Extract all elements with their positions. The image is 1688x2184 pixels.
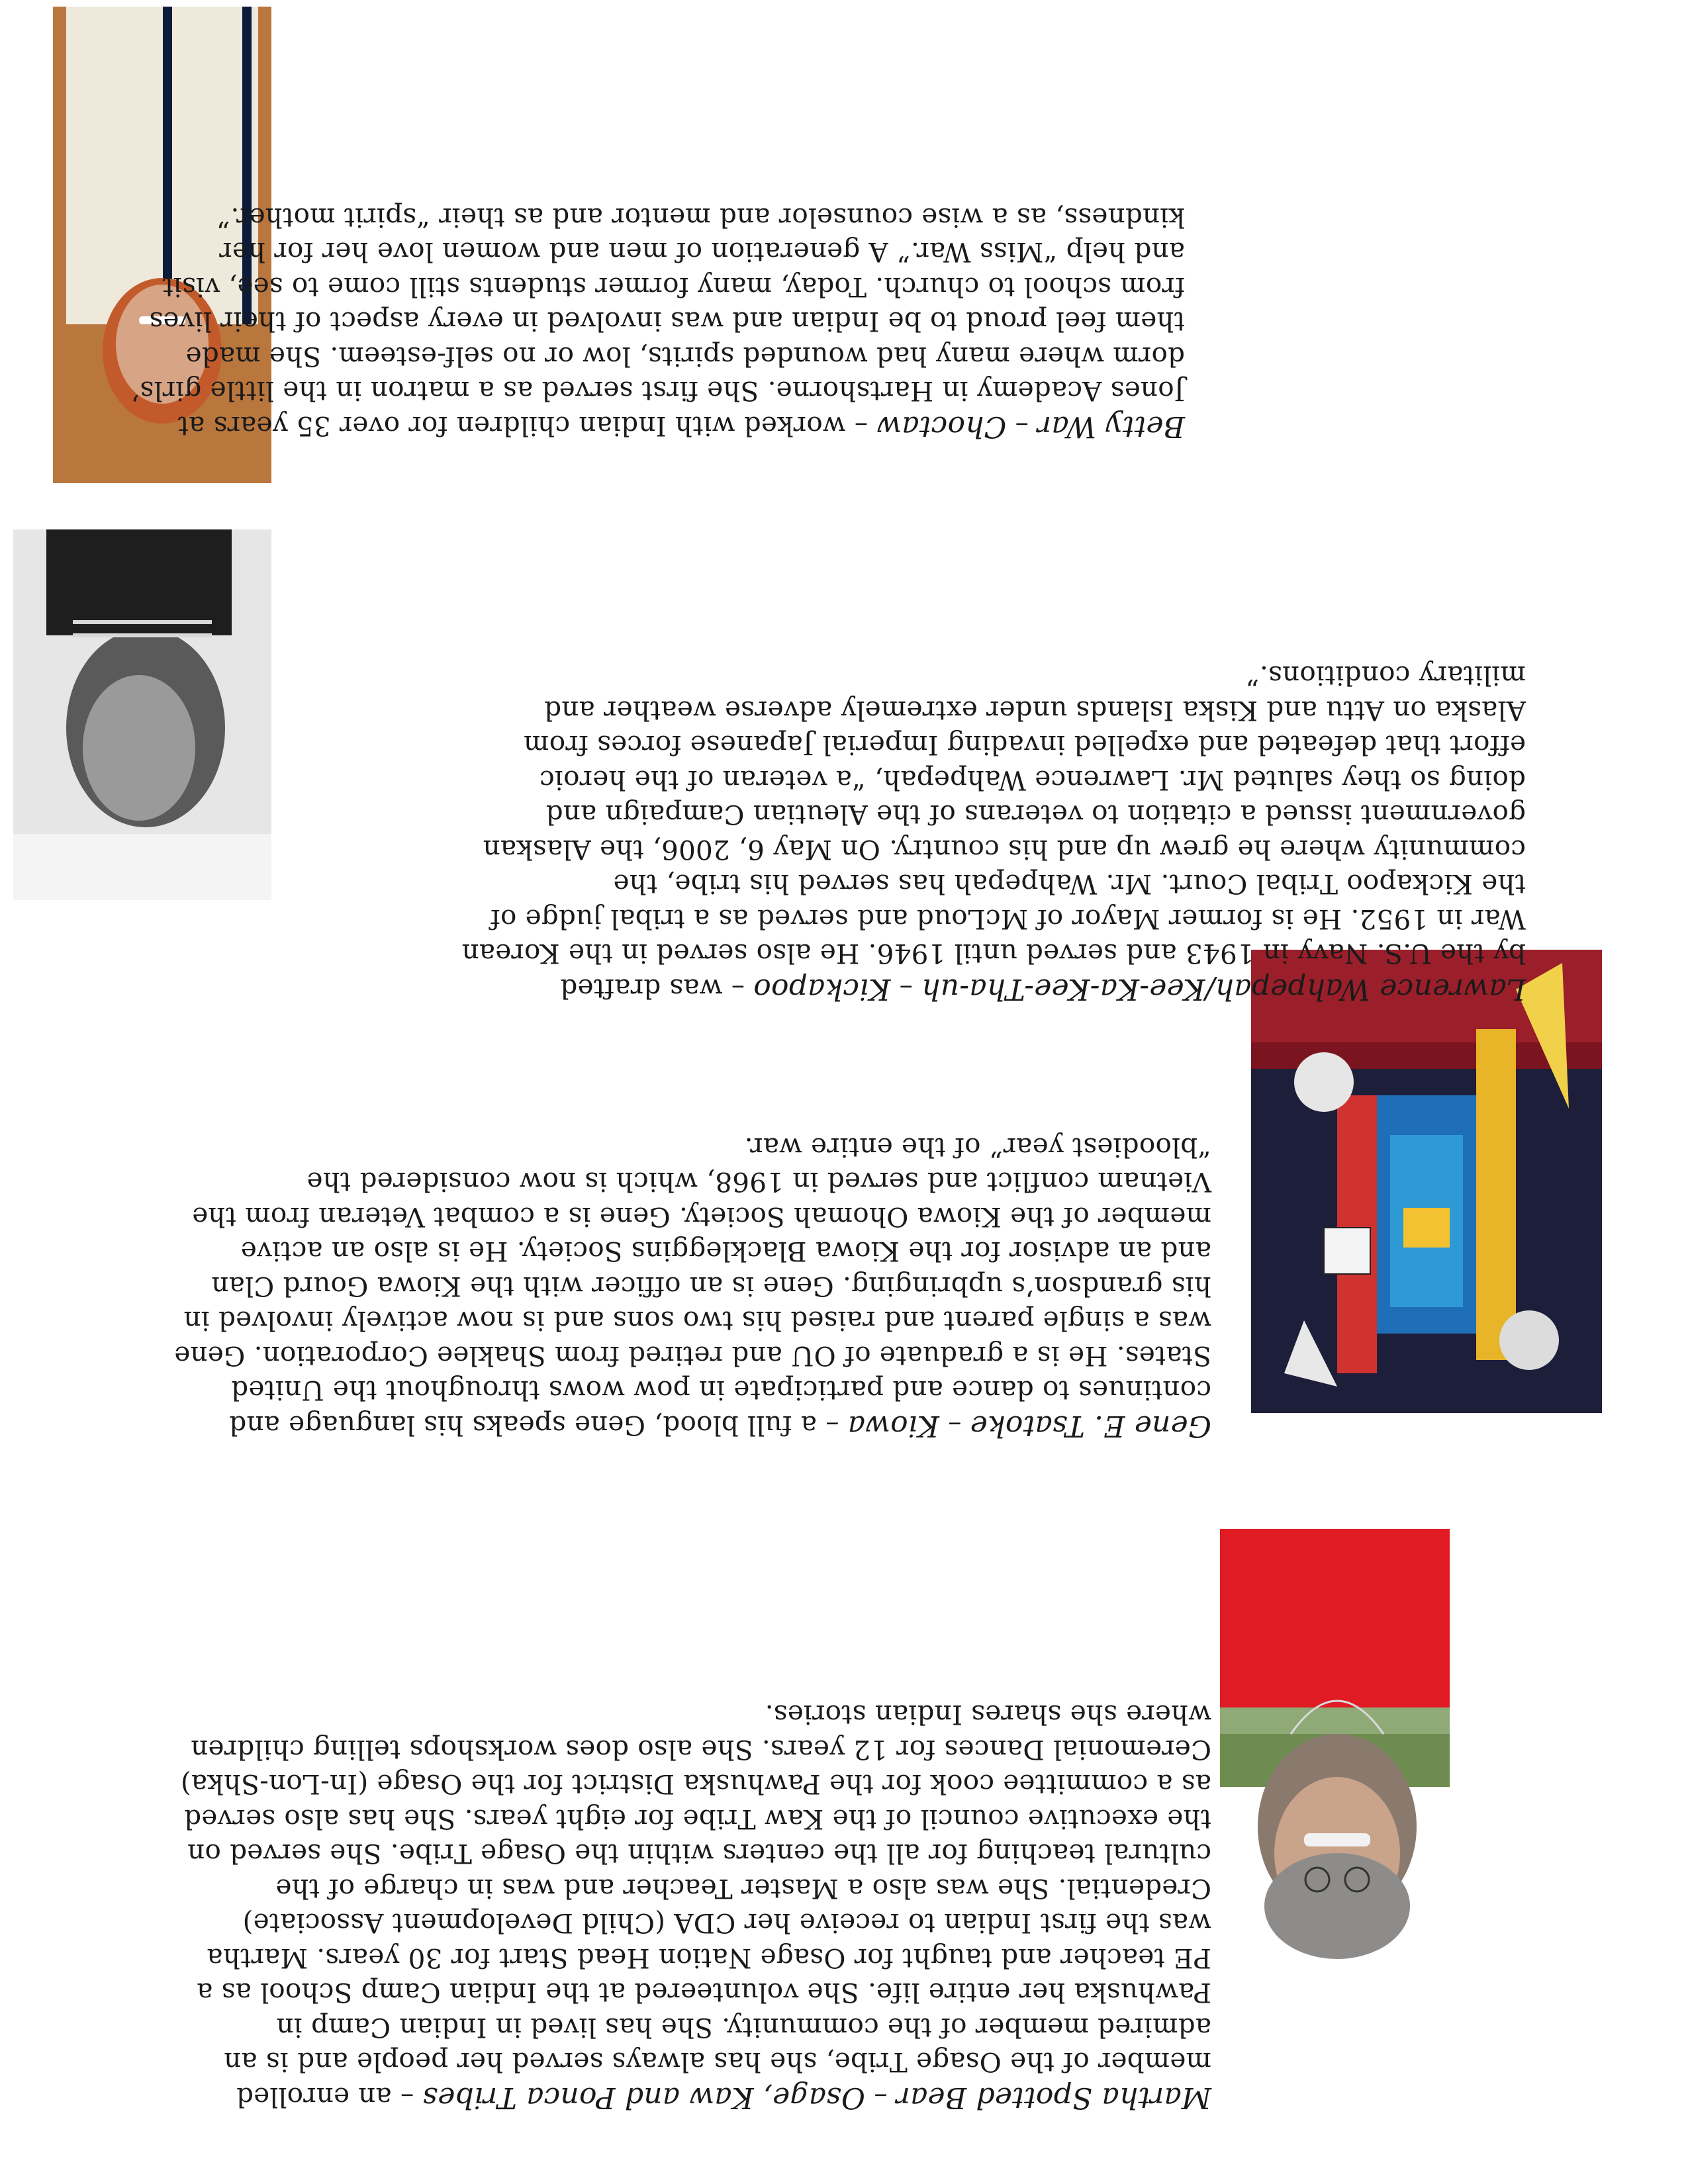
bio-martha-spotted-bear bbox=[60, 1698, 1211, 2115]
bio-line: military conditions.” bbox=[1245, 660, 1526, 692]
bio-intro: was drafted bbox=[560, 973, 723, 1005]
bio-lawrence-wahpepah bbox=[301, 659, 1526, 1006]
bio-line: “bloodiest year” of the entire war. bbox=[744, 1132, 1211, 1163]
separator: – bbox=[854, 410, 868, 442]
bio-heading bbox=[60, 2080, 1211, 2115]
bio-line: as a committee cook for the Pawhuska District for the Osage (In-Lon-Shka) bbox=[180, 1768, 1211, 1801]
bio-intro: worked with Indian children for over 35 years at bbox=[177, 410, 846, 442]
bio-line: Vietnam conflict and served in 1968, which is now considered the bbox=[306, 1166, 1211, 1199]
bio-line: States. He is a graduate of OU and retired from Shaklee Corporation. Gene bbox=[174, 1340, 1211, 1372]
bio-line: cultural teaching for all the centers within the Osage Tribe. She served on bbox=[187, 1838, 1211, 1870]
bio-line: government issued a citation to veterans of the Aleutian Campaign and bbox=[545, 799, 1526, 831]
bio-line: Jones Academy in Hartshorne. She first served as a matron in the little girls’ bbox=[131, 375, 1185, 408]
photo-lawrence-wahpepah bbox=[13, 529, 271, 1006]
bio-line: Alaska on Attu and Kiska Islands under extremely adverse weather and bbox=[544, 695, 1526, 727]
bio-heading bbox=[13, 409, 1185, 444]
bio-line: Pawhuska her entire life. She volunteered at the Indian Camp School as a bbox=[197, 1977, 1211, 2009]
bio-line: member of the Kiowa Ohomah Society. Gene is a combat Veteran from the bbox=[192, 1201, 1211, 1233]
bio-line: continues to dance and participate in pow wows throughout the United bbox=[231, 1375, 1211, 1407]
bio-name: Lawrence Wahpepah/Kee-Ka-Kee-Tha-uh bbox=[921, 972, 1526, 1006]
bio-line: admired member of the community. She has lived in Indian Camp in bbox=[276, 2012, 1211, 2044]
bio-line: PE teacher and taught for Osage Nation Head Start for 30 years. Martha bbox=[207, 1942, 1211, 1974]
bio-tribe: Choctaw bbox=[876, 410, 1007, 443]
bio-line: kindness, as a wise counselor and mentor and as their “spirit mother.” bbox=[216, 202, 1185, 234]
separator: – bbox=[825, 1410, 839, 1441]
separator: – bbox=[1015, 410, 1029, 442]
bio-betty-war bbox=[13, 201, 1185, 444]
photo-gene-tsatoke bbox=[1251, 950, 1602, 1413]
bio-line: the executive council of the Kaw Tribe for eight years. She has also served bbox=[183, 1803, 1211, 1835]
separator: – bbox=[400, 2081, 414, 2113]
bio-intro: an enrolled bbox=[236, 2081, 392, 2113]
bio-line: doing so they saluted Mr. Lawrence Wahpepah, “a veteran of the heroic bbox=[539, 764, 1526, 796]
bio-tribe: Osage, Kaw and Ponca Tribes bbox=[422, 2081, 866, 2115]
bio-line: Ceremonial Dances for 12 years. She also does workshops telling children bbox=[191, 1734, 1211, 1766]
bio-line: them feel proud to be Indian and was involved in every aspect of their lives bbox=[149, 306, 1185, 338]
bio-line: where she shares Indian stories. bbox=[765, 1699, 1211, 1731]
bio-line: by the U.S. Navy in 1943 and served until 1946. He also served in the Korean bbox=[461, 938, 1526, 970]
bio-name: Betty War bbox=[1037, 410, 1185, 443]
bio-line: the Kickapoo Tribal Court. Mr. Wahpepah has served his tribe, the bbox=[613, 868, 1526, 901]
bio-intro: a full blood, Gene speaks his language and bbox=[229, 1410, 817, 1441]
separator: – bbox=[731, 973, 745, 1005]
bio-line: his grandson’s upbringing. Gene is an officer with the Kiowa Gourd Clan bbox=[211, 1271, 1211, 1302]
separator: – bbox=[899, 973, 913, 1005]
bio-line: and help “Miss War.” A generation of men and women love her for her bbox=[219, 236, 1185, 269]
bio-heading bbox=[60, 1408, 1211, 1443]
bio-name: Martha Spotted Bear bbox=[896, 2081, 1211, 2115]
bio-line: community where he grew up and his country. On May 6, 2006, the Alaskan bbox=[483, 834, 1526, 866]
bio-line: War in 1952. He is former Mayor of McLoud and served as a tribal judge of bbox=[490, 903, 1526, 935]
bio-line: was the first Indian to receive her CDA (Child Development Associate) bbox=[242, 1907, 1211, 1940]
bio-line: and an advisor for the Kiowa Blackleggins Society. He is also an active bbox=[240, 1236, 1211, 1268]
separator: – bbox=[874, 2081, 888, 2113]
bio-line: effort that defeated and expelled invading Imperial Japanese forces from bbox=[523, 729, 1526, 762]
bio-line: from school to church. Today, many former students still come to see, visit bbox=[162, 271, 1185, 303]
photo-martha-spotted-bear-main bbox=[1220, 1529, 1450, 2105]
bio-gene-tsatoke bbox=[60, 1130, 1211, 1443]
bio-heading bbox=[301, 972, 1526, 1007]
bio-line: dorm where many had wounded spirits, low or no self-esteem. She made bbox=[185, 341, 1185, 373]
bio-line: member of the Osage Tribe, she has always served her people and is an bbox=[224, 2046, 1211, 2079]
bio-line: Credential. She was also a Master Teacher and was in charge of the bbox=[275, 1873, 1211, 1905]
bio-tribe: Kickapoo bbox=[753, 972, 891, 1006]
bio-tribe: Kiowa bbox=[847, 1409, 939, 1443]
bio-line: was a single parent and raised his two sons and is now actively involved in bbox=[183, 1305, 1211, 1338]
bio-name: Gene E. Tsatoke bbox=[970, 1409, 1211, 1443]
separator: – bbox=[947, 1410, 962, 1441]
